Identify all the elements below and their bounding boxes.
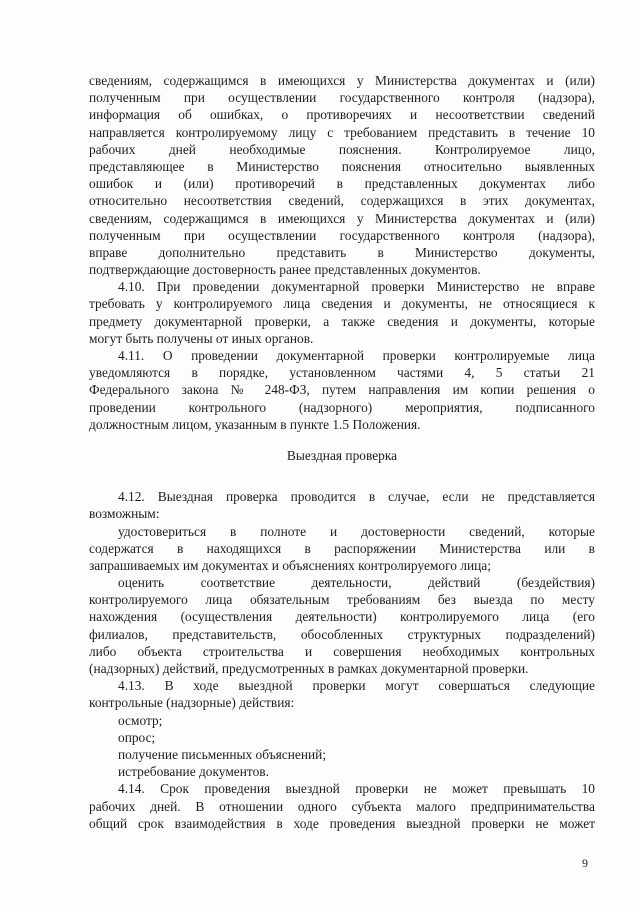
paragraph <box>89 729 595 746</box>
text-line: информация об ошибках, о противоречиях и несоответствии сведений <box>89 107 595 123</box>
text-line: опрос; <box>118 729 156 745</box>
paragraph <box>89 347 595 433</box>
text-line: предмету документарной проверки, а также сведения и документы, которые <box>89 313 595 329</box>
text-line: ошибок и (или) противоречий в представленных документах либо <box>89 176 595 192</box>
paragraph <box>89 278 595 347</box>
paragraph <box>89 677 595 711</box>
text-line: 4.14. Срок проведения выездной проверки не может превышать 10 <box>118 781 595 797</box>
text-line: либо объекта строительства и совершения необходимых контрольных <box>89 643 595 659</box>
paragraph <box>89 72 595 278</box>
text-line: филиалов, представительств, обособленных структурных подразделений) <box>89 626 595 642</box>
section-heading: Выездная проверка <box>286 447 398 463</box>
text-line: требовать у контролируемого лица сведения и документы, не относящиеся к <box>89 296 595 312</box>
text-line: оценить соответствие деятельности, действий (бездействия) <box>118 575 595 591</box>
text-line: 4.10. При проведении документарной проверки Министерство не вправе <box>118 279 595 295</box>
text-line: общий срок взаимодействия в ходе проведения выездной проверки не может <box>89 815 595 831</box>
text-line: подтверждающие достоверность ранее представленных документов. <box>89 262 481 278</box>
text-line: Федерального закона № 248-ФЗ, путем направления им копии решения о <box>89 382 595 398</box>
text-line: проведении контрольного (надзорного) мероприятия, подписанного <box>89 399 595 415</box>
text-line: 4.11. О проведении документарной проверки контролируемые лица <box>118 348 595 363</box>
text-line: могут быть получены от иных органов. <box>89 330 314 346</box>
document-body <box>89 72 595 832</box>
paragraph <box>89 523 595 575</box>
text-line: направляется контролируемому лицу с требованием представить в течение 10 <box>89 124 595 140</box>
text-line: уведомляются в порядке, установленном частями 4, 5 статьи 21 <box>89 365 595 381</box>
text-line: должностным лицом, указанным в пункте 1.5 Положения. <box>89 416 421 432</box>
text-line: возможным: <box>89 506 160 522</box>
text-line: относительно несоответствия сведений, содержащихся в этих документах, <box>89 193 595 209</box>
paragraph <box>89 488 595 522</box>
text-line: 4.13. В ходе выездной проверки могут совершаться следующие <box>118 678 595 694</box>
text-line: представляющее в Министерство пояснения относительно выявленных <box>89 158 595 174</box>
text-line: содержатся в находящихся в распоряжении Министерства или в <box>89 540 595 556</box>
text-line: полученным при осуществлении государственного контроля (надзора), <box>89 227 595 243</box>
text-line: контрольные (надзорные) действия: <box>89 695 295 711</box>
paragraph <box>89 712 595 729</box>
text-line: удостовериться в полноте и достоверности сведений, которые <box>118 523 595 539</box>
text-line: сведениям, содержащимся в имеющихся у Министерства документах и (или) <box>89 73 595 88</box>
text-line: вправе дополнительно представить в Министерство документы, <box>89 244 595 260</box>
text-line: полученным при осуществлении государственного контроля (надзора), <box>89 90 595 106</box>
text-line: получение письменных объяснений; <box>118 746 327 762</box>
text-line: контролируемого лица обязательным требованиям без выезда по месту <box>89 592 595 608</box>
text-line: рабочих дней необходимые пояснения. Контролируемое лицо, <box>89 141 595 157</box>
text-line: (надзорных) действий, предусмотренных в рамках документарной проверки. <box>89 661 529 676</box>
page-number: 9 <box>582 856 588 870</box>
text-line: запрашиваемых им документах и объяснениях контролируемого лица; <box>89 557 491 573</box>
paragraph <box>89 780 595 832</box>
paragraph <box>89 574 595 677</box>
paragraph <box>89 746 595 763</box>
text-line: осмотр; <box>118 712 163 728</box>
text-line: 4.12. Выездная проверка проводится в случае, если не представляется <box>118 489 595 505</box>
text-line: нахождения (осуществления деятельности) контролируемого лица (его <box>89 609 595 625</box>
text-line: рабочих дней. В отношении одного субъекта малого предпринимательства <box>89 798 595 814</box>
text-line: сведениям, содержащимся в имеющихся у Министерства документах и (или) <box>89 210 595 226</box>
text-line: истребование документов. <box>118 764 269 780</box>
paragraph <box>89 763 595 780</box>
